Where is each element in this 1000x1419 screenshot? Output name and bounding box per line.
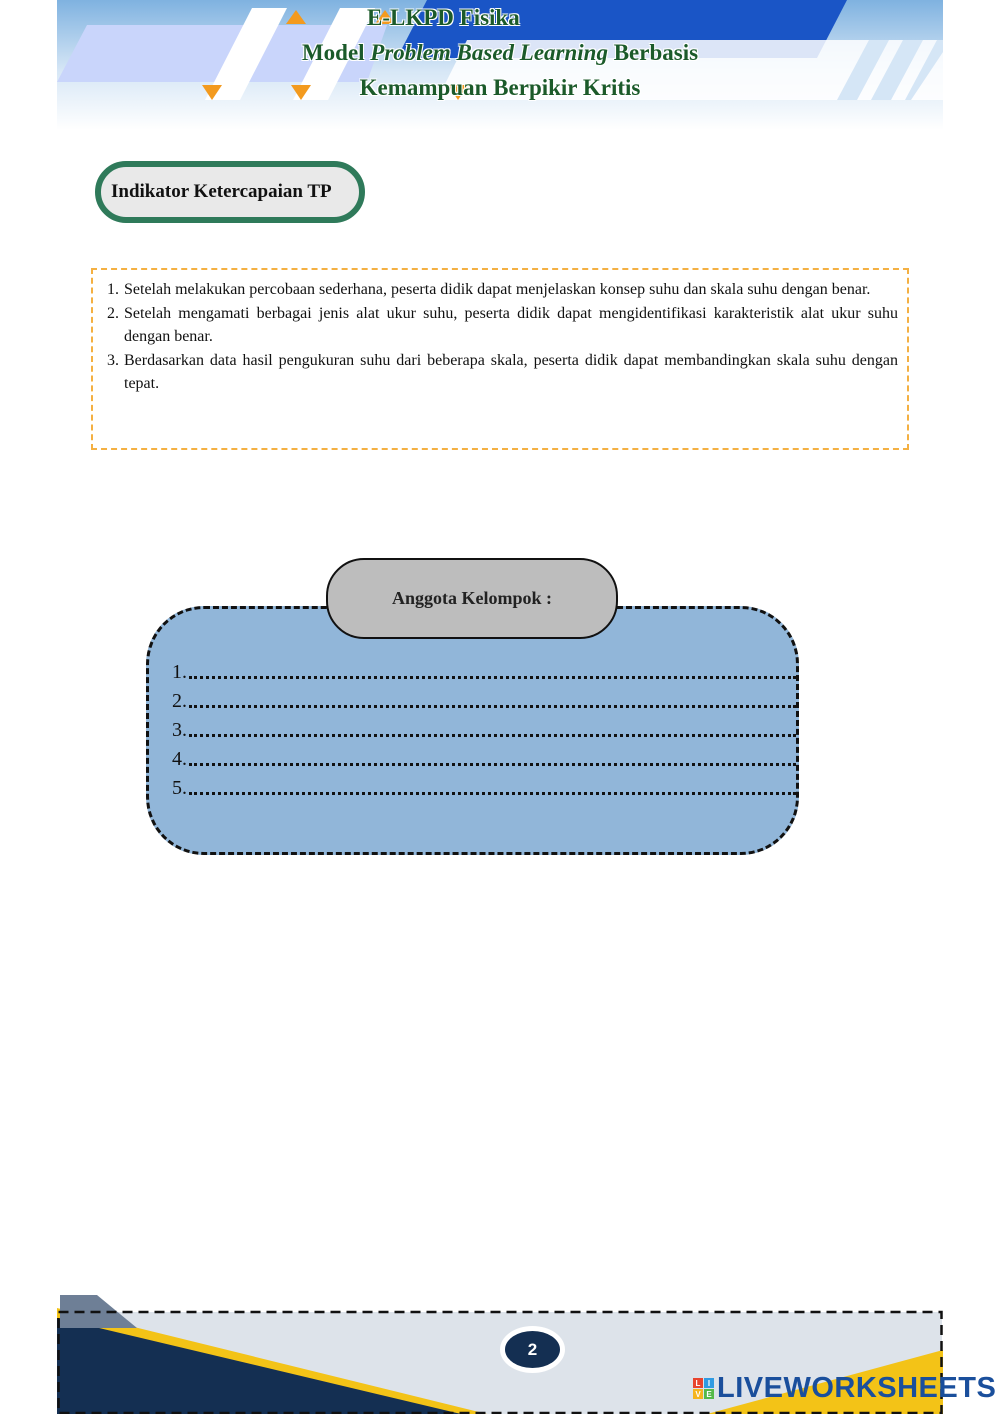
indicator-item xyxy=(107,302,898,349)
indicators-box xyxy=(91,268,909,450)
indicator-item xyxy=(107,278,898,302)
member-name-line[interactable] xyxy=(189,705,796,708)
indicator-number: 1. xyxy=(107,281,119,298)
member-name-line[interactable] xyxy=(189,792,796,795)
indicator-number: 2. xyxy=(107,304,119,322)
member-number: 1. xyxy=(172,661,187,683)
member-number: 4. xyxy=(172,748,187,770)
member-entry[interactable] xyxy=(172,660,796,684)
indicator-text: Setelah melakukan percobaan sederhana, peserta didik dapat menjelaskan konsep suhu dan skala suhu dengan benar. xyxy=(124,281,871,298)
page-number-badge xyxy=(500,1326,565,1373)
header-banner xyxy=(57,0,943,130)
group-members-title: Anggota Kelompok : xyxy=(391,588,552,608)
page-number: 2 xyxy=(505,1331,560,1368)
member-name-line[interactable] xyxy=(189,676,796,679)
member-name-line[interactable] xyxy=(189,763,796,766)
section-title-badge xyxy=(95,161,365,223)
liveworksheets-logo[interactable] xyxy=(693,1372,996,1405)
logo-grid-icon: L I V E xyxy=(693,1378,714,1399)
section-title: Indikator Ketercapaian TP xyxy=(111,181,332,202)
header-title: E-LKPD Fisika xyxy=(367,5,520,30)
header-subtitle: Model Problem Based Learning Berbasis xyxy=(301,40,699,65)
member-entry[interactable] xyxy=(172,718,796,742)
member-entry[interactable] xyxy=(172,776,796,800)
indicator-text: Setelah mengamati berbagai jenis alat ukur suhu, peserta didik dapat mengidentifikasi karakteristik alat ukur suhu dengan benar. xyxy=(124,304,898,345)
member-number: 2. xyxy=(172,690,187,712)
group-members-title-tab xyxy=(326,558,618,639)
header-subtitle-line2: Kemampuan Berpikir Kritis xyxy=(359,75,641,100)
indicator-text: Berdasarkan data hasil pengukuran suhu dari beberapa skala, peserta didik dapat membandingkan skala suhu dengan tepat. xyxy=(124,351,898,392)
member-number: 3. xyxy=(172,719,187,741)
indicator-item xyxy=(107,349,898,396)
member-entry[interactable] xyxy=(172,689,796,713)
member-entry[interactable] xyxy=(172,747,796,771)
member-number: 5. xyxy=(172,777,187,799)
member-name-line[interactable] xyxy=(189,734,796,737)
brand-name: LIVEWORKSHEETS xyxy=(717,1372,997,1404)
indicators-list xyxy=(107,278,898,396)
indicator-number: 3. xyxy=(107,351,119,369)
